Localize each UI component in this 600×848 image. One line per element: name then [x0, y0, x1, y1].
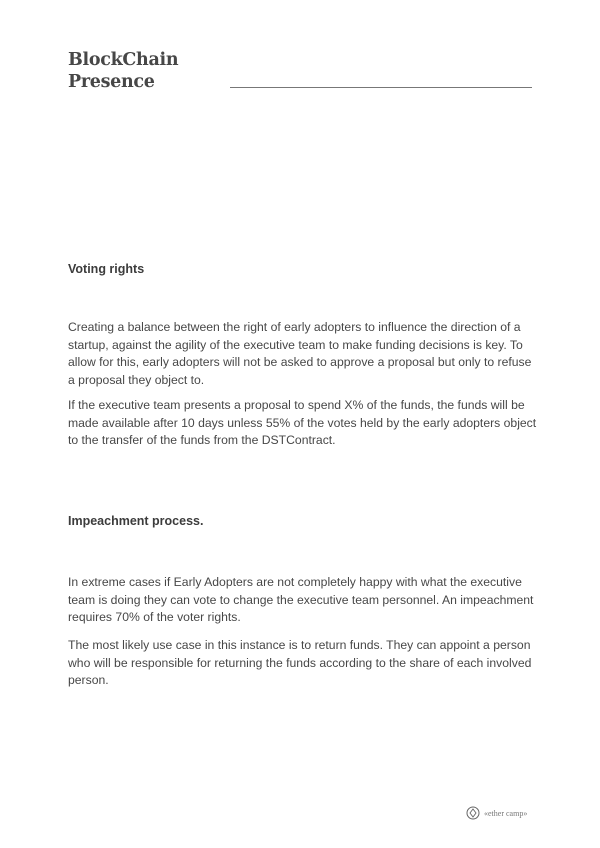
impeachment-paragraph-1: In extreme cases if Early Adopters are not completely happy with what the executive team is doing they can vote to change the executive team personnel. An impeachment requires 70% of the voter rights.	[68, 575, 534, 624]
title-line-2: Presence	[68, 72, 155, 92]
footer-brand: «ether camp»	[484, 808, 528, 818]
section-heading-impeachment: Impeachment process.	[68, 514, 204, 528]
document-title	[68, 49, 178, 93]
impeachment-paragraph-2: The most likely use case in this instance is to return funds. They can appoint a person who will be responsible for returning the funds according to the share of each involved person.	[68, 638, 532, 687]
ether-camp-logo-icon	[466, 806, 480, 820]
title-line-1: BlockChain	[68, 50, 179, 70]
section-heading-voting-rights: Voting rights	[68, 262, 145, 276]
title-divider	[230, 87, 532, 88]
footer-logo	[466, 806, 527, 820]
voting-rights-paragraph-1: Creating a balance between the right of early adopters to influence the direction of a startup, against the agility of the executive team to make funding decisions is key. To allow for this, early adopters will not be asked to approve a proposal but only to refuse a proposal they object to.	[68, 320, 532, 387]
voting-rights-paragraph-2: If the executive team presents a proposal to spend X% of the funds, the funds will be made available after 10 days unless 55% of the votes held by the early adopters object to the transfer of the funds from the DSTContract.	[68, 398, 537, 447]
